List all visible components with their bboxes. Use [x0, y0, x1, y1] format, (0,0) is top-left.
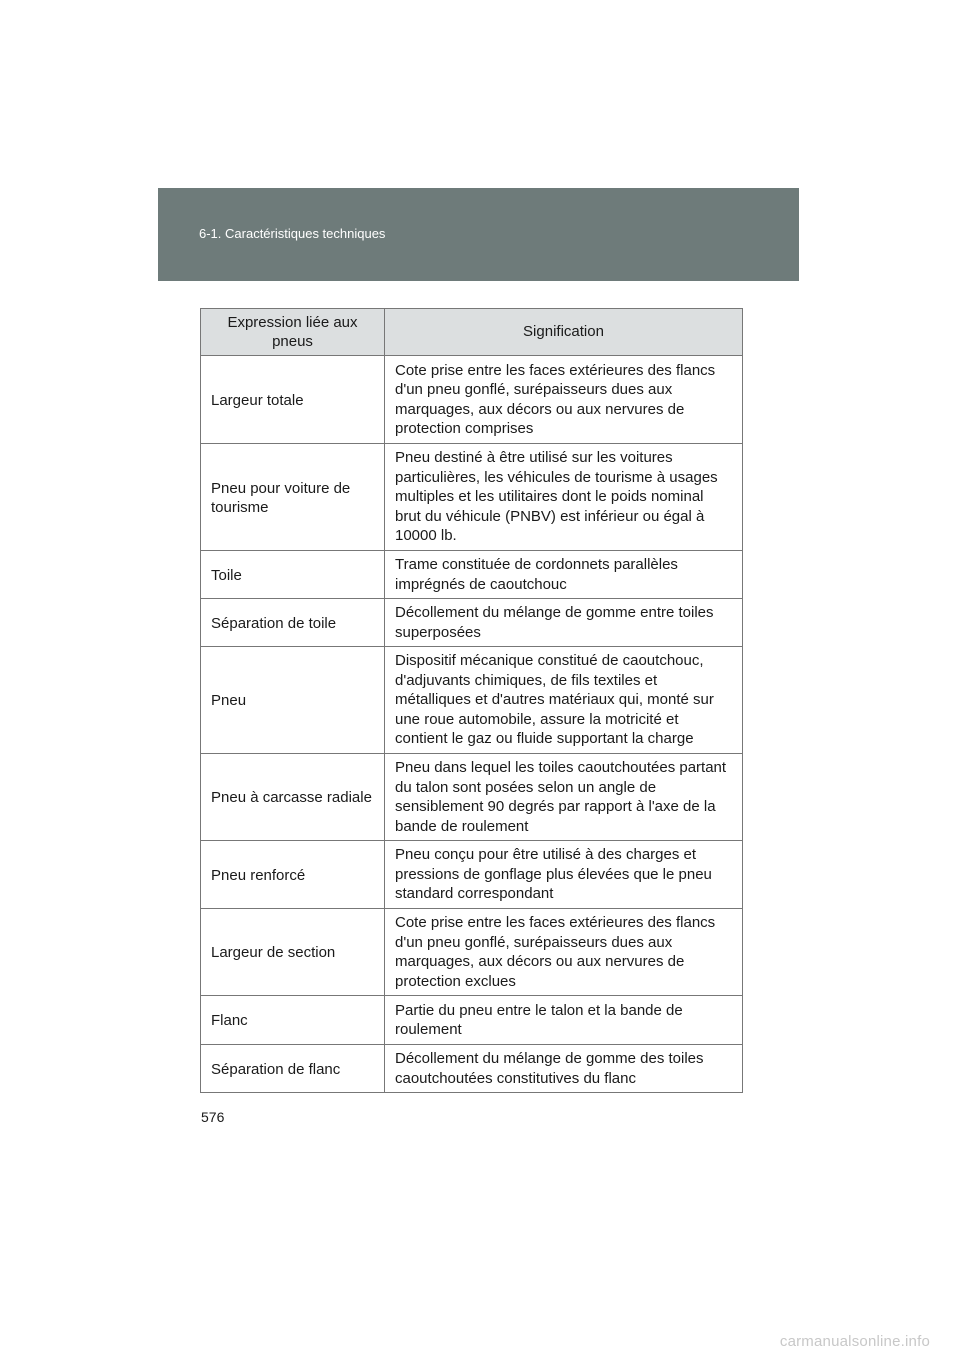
tire-terms-table	[200, 308, 743, 1093]
page-number: 576	[201, 1109, 225, 1125]
section-title: 6-1. Caractéristiques techniques	[199, 226, 386, 241]
table-row	[201, 1045, 743, 1093]
term-cell: Largeur totale	[201, 356, 385, 444]
column-header-term: Expression liée aux pneus	[201, 309, 385, 356]
term-cell: Séparation de flanc	[201, 1045, 385, 1093]
meaning-cell: Pneu conçu pour être utilisé à des charges et pressions de gonflage plus élevées que le pneu standard correspondant	[385, 841, 743, 909]
column-header-meaning: Signification	[385, 309, 743, 356]
meaning-cell: Cote prise entre les faces extérieures des flancs d'un pneu gonflé, surépaisseurs dues aux marquages, aux décors ou aux nervures de protection comprises	[385, 356, 743, 444]
meaning-cell: Pneu dans lequel les toiles caoutchoutées partant du talon sont posées selon un angle de sensiblement 90 degrés par rapport à l'axe de la bande de roulement	[385, 754, 743, 841]
term-cell: Largeur de section	[201, 909, 385, 996]
meaning-cell: Pneu destiné à être utilisé sur les voitures particulières, les véhicules de tourisme à usages multiples et les utilitaires dont le poids nominal brut du véhicule (PNBV) est inférieur ou égal à 10000 lb.	[385, 444, 743, 551]
term-cell: Pneu	[201, 647, 385, 754]
table-header-row	[201, 309, 743, 356]
meaning-cell: Partie du pneu entre le talon et la bande de roulement	[385, 996, 743, 1045]
table-row	[201, 841, 743, 909]
table-row	[201, 909, 743, 996]
meaning-cell: Décollement du mélange de gomme des toiles caoutchoutées constitutives du flanc	[385, 1045, 743, 1093]
meaning-cell: Trame constituée de cordonnets parallèles imprégnés de caoutchouc	[385, 551, 743, 599]
term-cell: Pneu à carcasse radiale	[201, 754, 385, 841]
meaning-cell: Cote prise entre les faces extérieures des flancs d'un pneu gonflé, surépaisseurs dues aux marquages, aux décors ou aux nervures de protection exclues	[385, 909, 743, 996]
meaning-cell: Dispositif mécanique constitué de caoutchouc, d'adjuvants chimiques, de fils textiles et métalliques et d'autres matériaux qui, monté sur une roue automobile, assure la motricité et contient le gaz ou fluide supportant la charge	[385, 647, 743, 754]
table-row	[201, 444, 743, 551]
term-cell: Flanc	[201, 996, 385, 1045]
term-cell: Séparation de toile	[201, 599, 385, 647]
table-row	[201, 599, 743, 647]
table-row	[201, 996, 743, 1045]
section-header-band	[158, 188, 799, 281]
term-cell: Pneu pour voiture de tourisme	[201, 444, 385, 551]
table-row	[201, 551, 743, 599]
meaning-cell: Décollement du mélange de gomme entre toiles superposées	[385, 599, 743, 647]
term-cell: Pneu renforcé	[201, 841, 385, 909]
term-cell: Toile	[201, 551, 385, 599]
table-row	[201, 647, 743, 754]
watermark-link[interactable]: carmanualsonline.info	[779, 1333, 930, 1350]
table-row	[201, 754, 743, 841]
table-row	[201, 356, 743, 444]
